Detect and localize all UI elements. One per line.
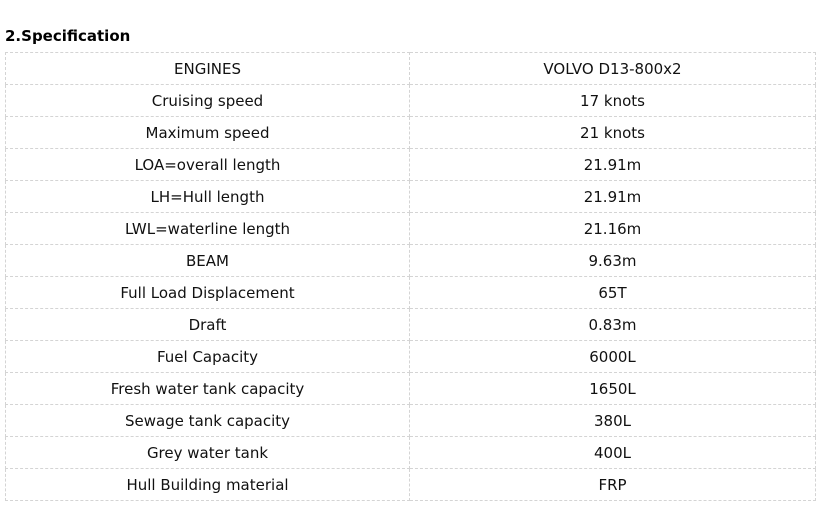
spec-value-cell: 21.16m [410, 213, 816, 245]
spec-value-cell: 6000L [410, 341, 816, 373]
spec-value-cell: 1650L [410, 373, 816, 405]
spec-label-cell: LH=Hull length [6, 181, 410, 213]
table-row [6, 85, 816, 117]
spec-value-cell: 21.91m [410, 149, 816, 181]
spec-label-cell: Sewage tank capacity [6, 405, 410, 437]
spec-label-cell: Hull Building material [6, 469, 410, 501]
table-row [6, 181, 816, 213]
spec-value-cell: 21.91m [410, 181, 816, 213]
specification-table [5, 52, 816, 501]
spec-label-cell: Draft [6, 309, 410, 341]
table-row [6, 245, 816, 277]
spec-label-cell: LOA=overall length [6, 149, 410, 181]
spec-label-cell: ENGINES [6, 53, 410, 85]
spec-value-cell: 400L [410, 437, 816, 469]
spec-label-cell: Full Load Displacement [6, 277, 410, 309]
table-row [6, 405, 816, 437]
spec-label-cell: Cruising speed [6, 85, 410, 117]
spec-label-cell: Fuel Capacity [6, 341, 410, 373]
table-row [6, 373, 816, 405]
table-row [6, 469, 816, 501]
spec-value-cell: 21 knots [410, 117, 816, 149]
spec-label-cell: Fresh water tank capacity [6, 373, 410, 405]
specification-table-body [6, 53, 816, 501]
spec-label-cell: LWL=waterline length [6, 213, 410, 245]
table-row [6, 117, 816, 149]
spec-value-cell: 0.83m [410, 309, 816, 341]
table-row [6, 309, 816, 341]
spec-value-cell: VOLVO D13-800x2 [410, 53, 816, 85]
spec-value-cell: 380L [410, 405, 816, 437]
table-row [6, 53, 816, 85]
spec-value-cell: FRP [410, 469, 816, 501]
table-row [6, 149, 816, 181]
table-row [6, 277, 816, 309]
table-row [6, 213, 816, 245]
spec-value-cell: 9.63m [410, 245, 816, 277]
section-title: 2.Specification [5, 27, 131, 45]
spec-label-cell: Maximum speed [6, 117, 410, 149]
spec-label-cell: Grey water tank [6, 437, 410, 469]
spec-value-cell: 65T [410, 277, 816, 309]
table-row [6, 437, 816, 469]
spec-label-cell: BEAM [6, 245, 410, 277]
table-row [6, 341, 816, 373]
spec-value-cell: 17 knots [410, 85, 816, 117]
